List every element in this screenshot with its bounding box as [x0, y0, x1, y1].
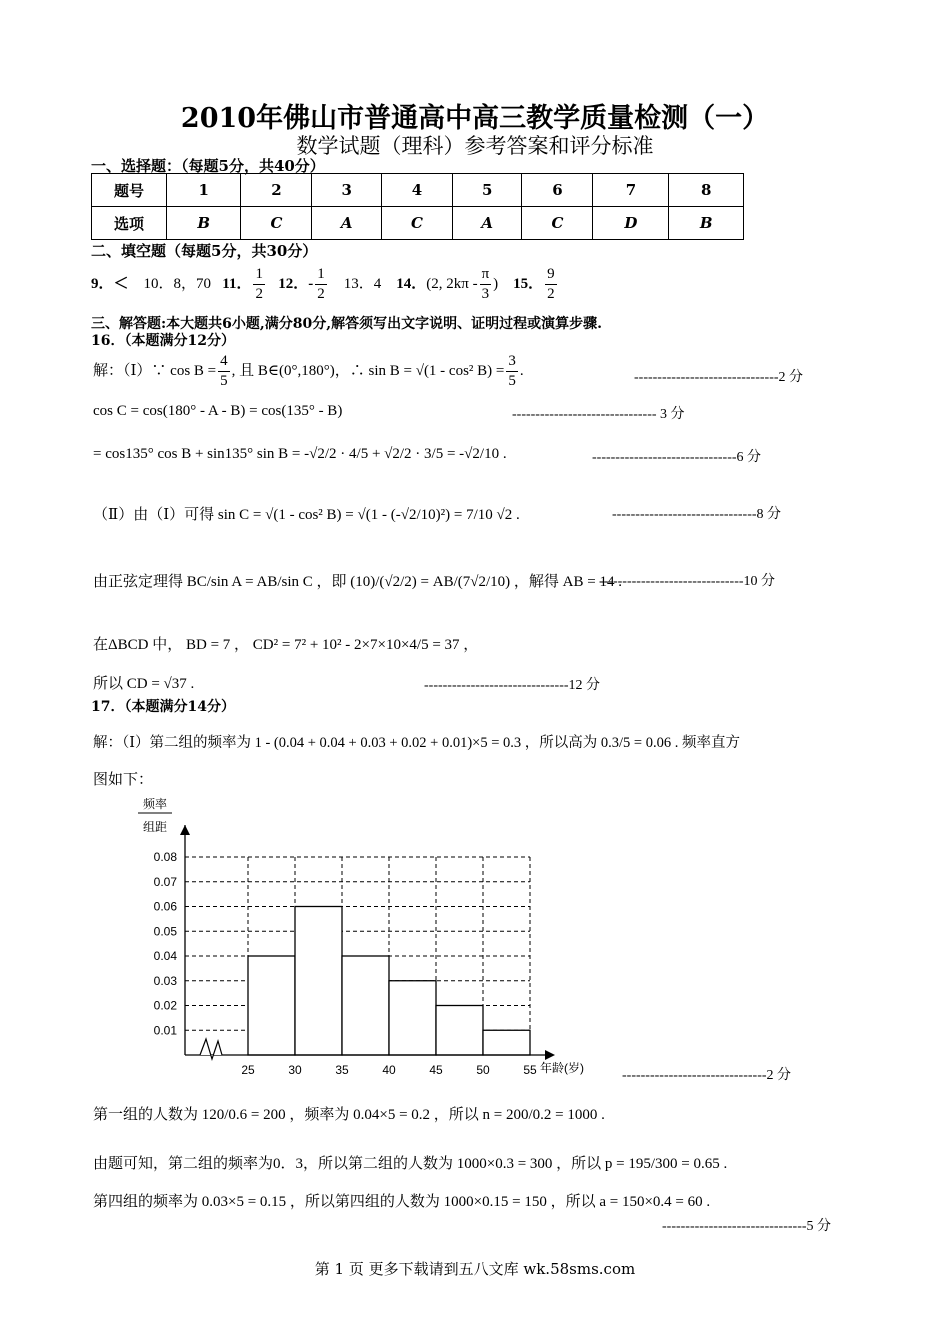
q16-l1-end: .	[519, 362, 524, 379]
q16-line5: 由正弦定理得 BC/sin A = AB/sin C ，即 (10)/(√2/2) = AB/(7√2/10) ，解得 AB = 14 .	[93, 574, 622, 590]
x-tick-label: 50	[476, 1063, 490, 1077]
table-cell: 5	[452, 174, 522, 207]
table-cell: C	[241, 207, 312, 240]
q17-line3: 第一组的人数为 120/0.6 = 200 ，频率为 0.04×5 = 0.2 ，所以 n = 200/0.2 = 1000 .	[93, 1107, 605, 1123]
histogram-bar	[483, 1030, 530, 1055]
q16-line2: cos C = cos(180° - A - B) = cos(135° - B)	[93, 403, 343, 419]
q16-l5-score: -------------------------------10 分	[599, 574, 776, 589]
q16-line1	[93, 352, 524, 391]
q17-heading: 17．（本题满分14分）	[91, 699, 235, 715]
x-tick-label: 55	[523, 1063, 537, 1077]
x-axis-label: 年龄(岁)	[540, 1061, 584, 1075]
y-tick-label: 0.01	[153, 1023, 177, 1038]
histogram-bar	[389, 981, 436, 1055]
q17-l6-score: -------------------------------5 分	[662, 1219, 832, 1234]
y-tick-label: 0.03	[153, 973, 177, 988]
q16-l1-pre: 解：（Ⅰ）∵ cos B =	[93, 362, 217, 379]
table-cell: 1	[167, 174, 241, 207]
y-tick-label: 0.05	[153, 924, 177, 939]
q16-l1-mid: , 且 B∈(0°,180°)，∴ sin B = √(1 - cos² B) =	[231, 362, 505, 379]
x-tick-label: 35	[335, 1063, 349, 1077]
q16-l1-num2: 3	[506, 352, 518, 372]
y-axis-label-top: 频率	[142, 797, 168, 811]
histogram-bar	[248, 956, 295, 1055]
q16-line7: 所以 CD = √37 .	[93, 676, 195, 692]
table-cell: 8	[669, 174, 744, 207]
q14-label: 14．	[396, 275, 427, 292]
table-cell: A	[312, 207, 382, 240]
q12-den: 2	[317, 286, 325, 302]
table-cell: 6	[522, 174, 593, 207]
q11-num: 1	[253, 265, 265, 285]
section3-heading: 三、解答题:本大题共6小题,满分80分,解答须写出文字说明、证明过程或演算步骤.	[91, 316, 603, 332]
q16-line3: = cos135° cos B + sin135° sin B = -√2/2 · 4/5 + √2/2 · 3/5 = -√2/10 .	[93, 446, 507, 462]
q17-line2: 图如下：	[93, 772, 154, 788]
q10-answer: 10．8，70	[143, 275, 212, 292]
q17-line4: 由题可知，第二组的频率为0．3，所以第二组的人数为 1000×0.3 = 300 ，所以 p = 195/300 = 0.65 .	[93, 1156, 728, 1172]
q14-den: 3	[481, 286, 490, 302]
table-cell: B	[167, 207, 241, 240]
q16-l4-score: -------------------------------8 分	[612, 507, 782, 522]
q16-line6: 在ΔBCD 中， BD = 7 ， CD² = 7² + 10² - 2×7×10×4/5 = 37 ，	[93, 637, 479, 653]
histogram-bar	[342, 956, 389, 1055]
q14-num: π	[480, 265, 492, 285]
q14-post: )	[493, 275, 499, 292]
y-tick-label: 0.08	[153, 850, 177, 864]
q16-l1-score: -------------------------------2 分	[634, 370, 804, 385]
q16-l7-score: -------------------------------12 分	[424, 678, 601, 693]
q17-line1: 解：（Ⅰ）第二组的频率为 1 - (0.04 + 0.04 + 0.03 + 0.02 + 0.01)×5 = 0.3 ，所以高为 0.3/5 = 0.06 . 频率直方	[93, 735, 740, 751]
fill-answers	[91, 265, 559, 304]
axis-break-mark	[200, 1039, 222, 1059]
y-tick-label: 0.06	[153, 899, 177, 914]
y-tick-label: 0.02	[153, 998, 177, 1013]
answer-table-header-row	[92, 174, 744, 207]
table-cell: 题号	[92, 174, 167, 207]
table-cell: 4	[381, 174, 452, 207]
table-cell: C	[381, 207, 452, 240]
table-cell: 7	[593, 174, 669, 207]
y-axis-label-bottom: 组距	[142, 820, 168, 834]
q9-answer: 9．＜	[91, 275, 129, 292]
x-axis-arrow	[545, 1050, 555, 1060]
histogram-bar	[436, 1006, 483, 1056]
y-axis-arrow	[180, 825, 190, 835]
x-tick-label: 45	[429, 1063, 443, 1077]
q17-line5: 第四组的频率为 0.03×5 = 0.15 ，所以第四组的人数为 1000×0.15 = 150 ，所以 a = 150×0.4 = 60 .	[93, 1194, 711, 1210]
table-cell: A	[452, 207, 522, 240]
table-cell: C	[522, 207, 593, 240]
q16-l1-num: 4	[218, 352, 230, 372]
q12-num: 1	[315, 265, 327, 285]
q16-heading: 16．（本题满分12分）	[91, 333, 235, 349]
q13-answer: 13．4	[343, 275, 382, 292]
x-tick-label: 25	[241, 1063, 255, 1077]
answer-table-value-row	[92, 207, 744, 240]
table-cell: 选项	[92, 207, 167, 240]
histogram-bar	[295, 907, 342, 1056]
x-tick-label: 30	[288, 1063, 302, 1077]
page-subtitle: 数学试题（理科）参考答案和评分标准	[296, 134, 654, 158]
q16-l1-den2: 5	[508, 373, 516, 389]
q11-den: 2	[255, 286, 263, 302]
table-cell: D	[593, 207, 669, 240]
q16-line4: （Ⅱ）由（Ⅰ）可得 sin C = √(1 - cos² B) = √(1 - (-√2/10)²) = 7/10 √2 .	[93, 507, 520, 523]
page-footer: 第 1 页 更多下载请到五八文库 wk.58sms.com	[314, 1260, 636, 1278]
q16-l3-score: -------------------------------6 分	[592, 450, 762, 465]
x-tick-label: 40	[382, 1063, 396, 1077]
y-tick-label: 0.07	[153, 874, 177, 889]
q14-pre: (2, 2kπ -	[426, 275, 478, 292]
q11-label: 11．	[222, 275, 252, 292]
q16-l1-den: 5	[220, 373, 228, 389]
frequency-histogram	[130, 795, 610, 1085]
table-cell: B	[669, 207, 744, 240]
table-cell: 2	[241, 174, 312, 207]
q17-chart-score: -------------------------------2 分	[622, 1068, 792, 1083]
answer-table	[91, 173, 744, 240]
section1-heading: 一、选择题：（每题5分，共40分）	[91, 157, 325, 175]
q15-label: 15．	[513, 275, 544, 292]
q15-num: 9	[545, 265, 557, 285]
table-cell: 3	[312, 174, 382, 207]
y-tick-label: 0.04	[153, 949, 177, 963]
q12-label: 12．-	[278, 275, 314, 292]
section2-heading: 二、填空题（每题5分，共30分）	[91, 242, 318, 260]
q16-l2-score: ------------------------------- 3 分	[512, 407, 685, 422]
page-title: 2010年佛山市普通高中高三教学质量检测（一）	[180, 103, 770, 134]
q15-den: 2	[547, 286, 555, 302]
